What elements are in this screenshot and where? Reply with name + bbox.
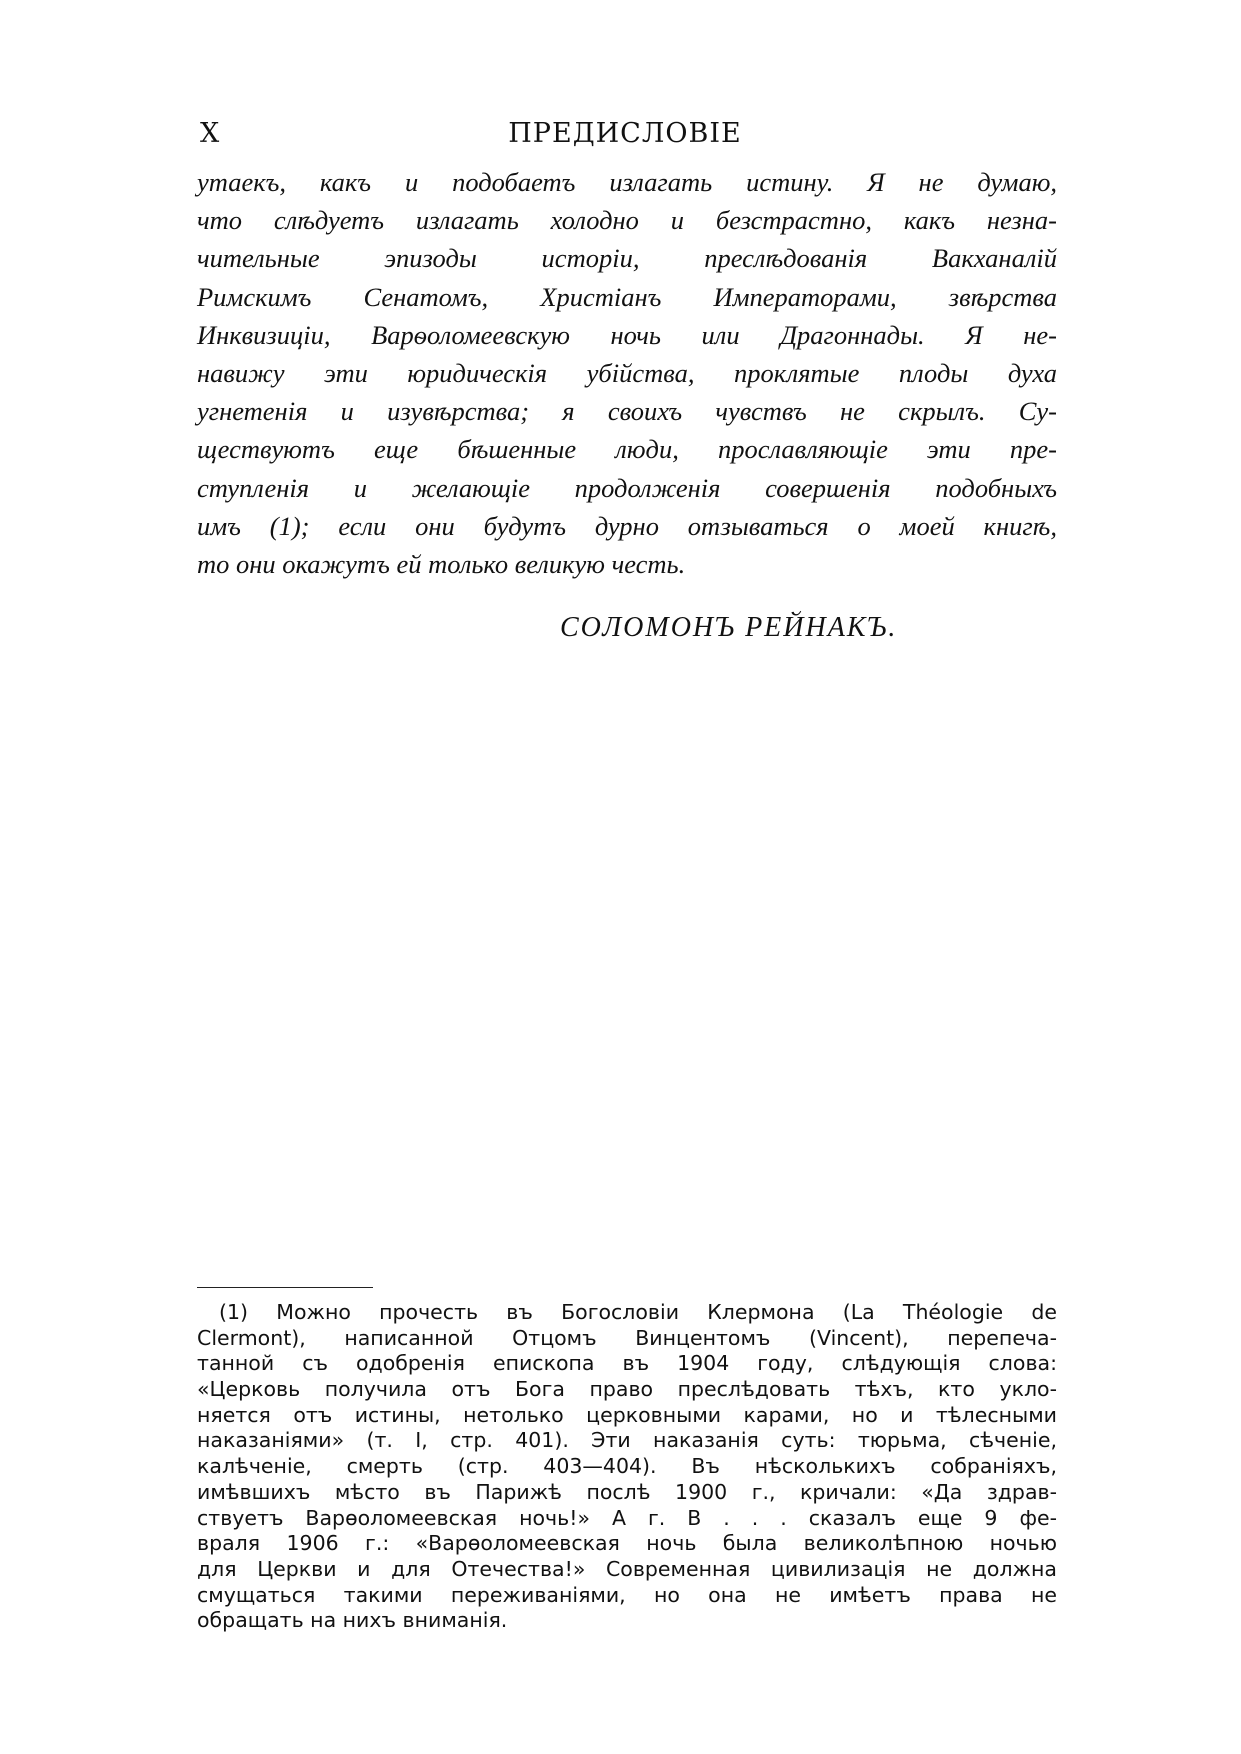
page-number: X: [200, 118, 221, 149]
footnote-line: смущаться такими переживаніями, но она не имѣетъ права не: [197, 1582, 1057, 1607]
text-line: что слѣдуетъ излагать холодно и безстрастно, какъ незна-: [197, 205, 1057, 236]
running-head: [200, 118, 1050, 158]
footnote-line: обращать на нихъ вниманія.: [197, 1608, 508, 1633]
footnote-line: «Церковь получила отъ Бога право преслѣдовать тѣхъ, кто укло-: [197, 1377, 1057, 1402]
footnote-line: для Церкви и для Отечества!» Современная цивилизація не должна: [197, 1556, 1057, 1581]
author-signature: СОЛОМОНЪ РЕЙНАКЪ.: [560, 612, 898, 643]
page-title: ПРЕДИСЛОВІЕ: [508, 118, 742, 149]
text-line: утаекъ, какъ и подобаетъ излагать истину. Я не думаю,: [197, 167, 1057, 197]
footnote: [197, 1300, 1057, 1634]
footnote-divider: [197, 1287, 373, 1288]
footnote-line: танной съ одобренія епископа въ 1904 году, слѣдующія слова:: [197, 1351, 1057, 1376]
text-line: Инквизиціи, Варѳоломеевскую ночь или Драгоннады. Я не-: [197, 319, 1057, 350]
text-line: ществуютъ еще бѣшенные люди, прославляющіе эти пре-: [197, 434, 1057, 465]
text-line: ступленія и желающіе продолженія совершенія подобныхъ: [197, 472, 1057, 503]
footnote-line: наказаніями» (т. I, стр. 401). Эти наказанія суть: тюрьма, сѣченіе,: [197, 1428, 1057, 1453]
footnote-line: (1) Можно прочесть въ Богословіи Клермона (La Théologie de: [219, 1300, 1057, 1324]
footnote-line: имѣвшихъ мѣсто въ Парижѣ послѣ 1900 г., кричали: «Да здрав-: [197, 1479, 1057, 1504]
text-line: то они окажутъ ей только великую честь.: [197, 548, 686, 579]
footnote-line: враля 1906 г.: «Варѳоломеевская ночь была великолѣпною ночью: [197, 1531, 1057, 1556]
text-line: навижу эти юридическія убійства, проклятые плоды духа: [197, 357, 1057, 388]
footnote-line: Clermont), написанной Отцомъ Винцентомъ (Vincent), перепеча-: [197, 1325, 1057, 1350]
text-line: угнетенія и изувѣрства; я своихъ чувствъ не скрылъ. Су-: [197, 396, 1057, 427]
footnote-line: няется отъ истины, нетолько церковными карами, но и тѣлесными: [197, 1402, 1057, 1427]
footnote-line: калѣченіе, смерть (стр. 403—404). Въ нѣсколькихъ собраніяхъ,: [197, 1454, 1057, 1479]
main-text: [197, 163, 1057, 583]
footnote-line: ствуетъ Варѳоломеевская ночь!» А г. В . . . сказалъ еще 9 фе-: [197, 1505, 1057, 1530]
text-line: имъ (1); если они будутъ дурно отзываться о моей книгѣ,: [197, 510, 1057, 541]
text-line: Римскимъ Сенатомъ, Христіанъ Императорами, звѣрства: [197, 281, 1057, 312]
text-line: чительные эпизоды исторіи, преслѣдованія Вакханалій: [197, 243, 1057, 274]
